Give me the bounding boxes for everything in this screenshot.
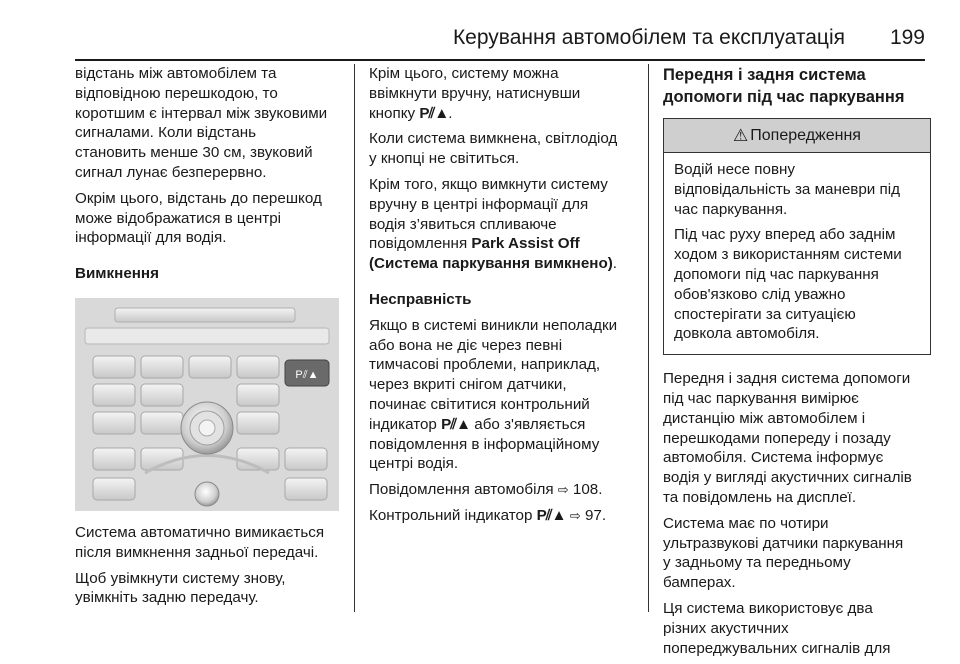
column-2 — [369, 64, 637, 532]
paragraph-auto-off: Система автоматично вимикається після вимкнення задньої передачі. — [75, 523, 325, 561]
warning-body — [664, 153, 930, 354]
paragraph-manual-on: Крім цього, систему можна ввімкнути вручну, натиснувши кнопку P⫽▲. — [369, 65, 581, 122]
column-divider-2 — [648, 64, 649, 612]
paragraph-signals: Ця система використовує два різних акустичних попереджувальних сигналів для — [663, 599, 891, 657]
paragraph-led-off: Коли система вимкнена, світлодіод у кнопці не світиться. — [369, 130, 618, 168]
section-title: Передня і задня система допомоги під час паркування — [663, 66, 905, 106]
control-panel-illustration — [75, 298, 339, 511]
park-assist-off-message: Park Assist Off (Система паркування вимкнено) — [369, 235, 613, 273]
warning-header — [664, 119, 930, 153]
paragraph-fault: Якщо в системі виникли неполадки або вона не діє через певні тимчасові проблеми, наприклад, через вкриті снігом датчики, починає світитися контрольний індикатор P⫽▲ або з'являється повідомлення в інформаційному центрі водія. — [369, 316, 618, 473]
column-divider-1 — [354, 64, 355, 612]
column-3 — [663, 64, 931, 664]
warning-paragraph-2: Під час руху вперед або заднім ходом з використанням системи допомоги під час паркування обов'язково слід уважно спостерігати за ситуацією довкола автомобіля. — [674, 226, 902, 343]
warning-title: Попередження — [750, 126, 861, 144]
paragraph-reenable: Щоб увімкнути систему знову, увімкніть задню передачу. — [75, 569, 286, 607]
paragraph-manual-off: Крім того, якщо вимкнути систему вручну в центрі інформації для водія з’явиться спливаюче повідомлення Park Assist Off (Система паркування вимкнено). — [369, 175, 618, 273]
paragraph-display: Окрім цього, відстань до перешкод може відображатися в центрі інформації для водія. — [75, 189, 322, 247]
paragraph-sensors: Система має по чотири ультразвукові датчики паркування у задньому та передньому бамперах. — [663, 514, 904, 592]
warning-triangle-icon: ⚠ — [733, 125, 749, 145]
dashboard-photo — [75, 298, 339, 511]
park-assist-icon: P⫽▲ — [419, 104, 449, 122]
heading-fault: Несправність — [369, 290, 472, 308]
page-ref-arrow-icon: ⇨ — [569, 507, 581, 523]
park-assist-icon: P⫽▲ — [536, 506, 566, 524]
heading-switch-off: Вимкнення — [75, 265, 159, 283]
column-1 — [75, 64, 343, 614]
warning-paragraph-1: Водій несе повну відповідальність за маневри під час паркування. — [674, 161, 900, 218]
paragraph-indicator-ref: Контрольний індикатор P⫽▲ ⇨ 97. — [369, 506, 607, 524]
paragraph-system-description: Передня і задня система допомоги під час паркування вимірює дистанцію між автомобілем і перешкодами попереду і позаду автомобіля. Система інформує водія у вигляді акустичних сигналів та повідомлень на дисплеї. — [663, 370, 912, 506]
paragraph-vehicle-messages: Повідомлення автомобіля ⇨ 108. — [369, 481, 603, 499]
park-assist-button-glyph: P⫽▲ — [295, 368, 319, 381]
header-rule — [75, 59, 925, 61]
page-number: 199 — [889, 26, 925, 49]
park-assist-icon: P⫽▲ — [441, 415, 471, 433]
warning-box — [663, 118, 931, 355]
paragraph-distance: відстань між автомобілем та відповідною перешкодою, то коротшим є інтервал між звуковими сигналами. Коли відстань становить менше 30 см, звуковий сигнал лунає безперервно. — [75, 65, 328, 181]
chapter-title: Керування автомобілем та експлуатація — [452, 26, 845, 49]
page-ref-arrow-icon: ⇨ — [557, 482, 569, 498]
page-header — [75, 26, 925, 56]
